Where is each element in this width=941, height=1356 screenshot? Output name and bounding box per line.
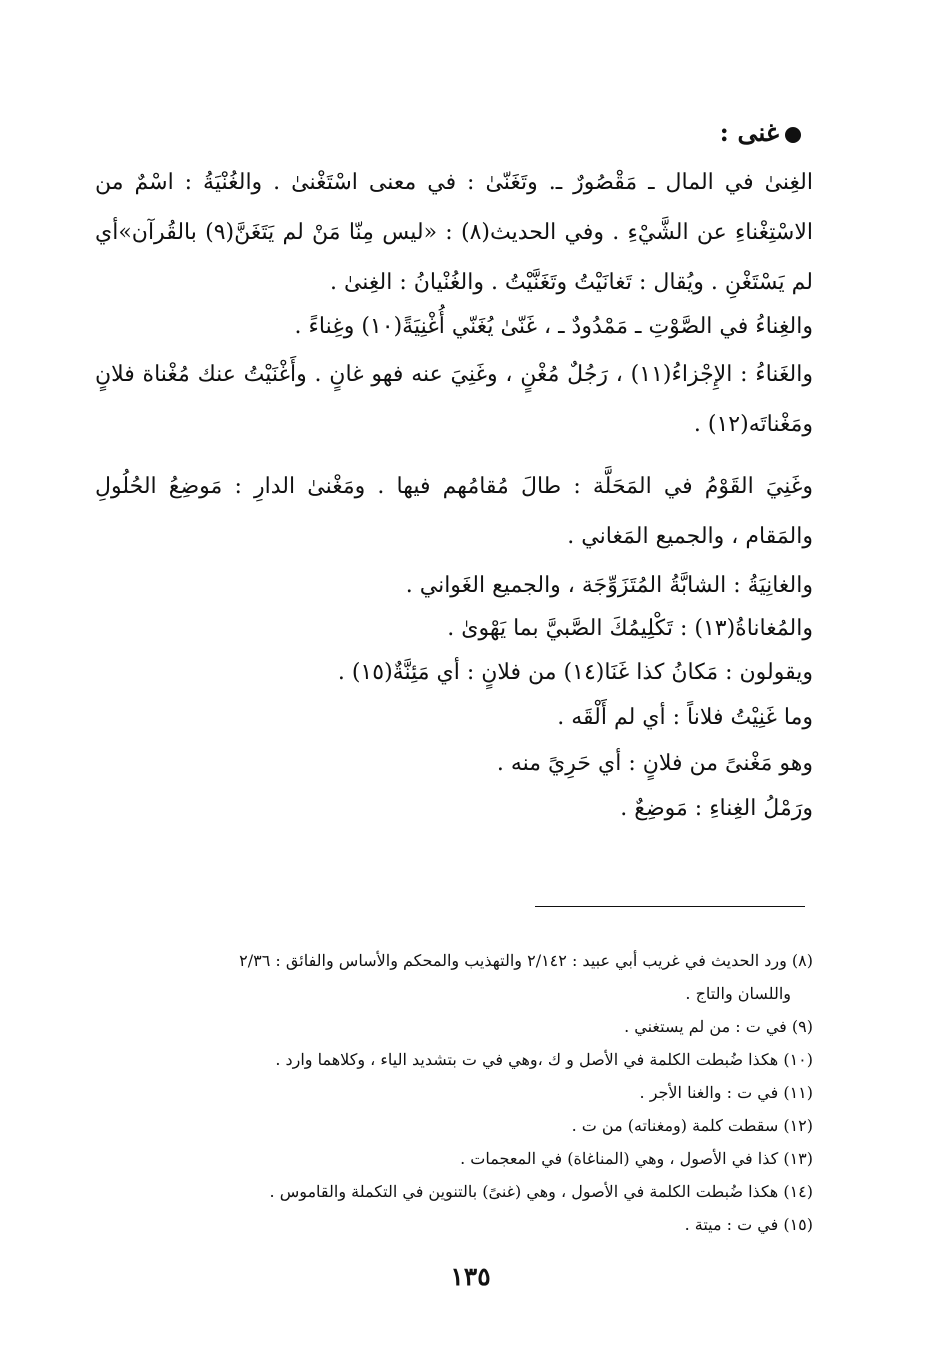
line-makan: ويقولون : مَكانُ كذا غَنَا(١٤) من فلانٍ : أي مَئِنَّةٌ(١٥) .	[337, 660, 813, 685]
entry-heading-text: غنى :	[719, 118, 779, 147]
footnote-10: (١٠) هكذا ضُبطت الكلمة في الأصل و ك ،وهي في ت بتشديد الياء ، وكلاهما وارد .	[275, 1050, 813, 1069]
footnote-12: (١٢) سقطت كلمة (ومغناته) من ت .	[571, 1116, 813, 1135]
paragraph-2a: والغِناءُ في الصَّوْتِ ـ مَمْدُودٌ ـ ، غَنّىٰ يُغَنّي أُغْنِيَةً(١٠) وغِناءً .	[294, 314, 813, 339]
footnote-8: (٨) ورد الحديث في غريب أبي عبيد : ٢/١٤٢ والتهذيب والمحكم والأساس والفائق : ٢/٣٦	[239, 951, 813, 970]
page-number: ١٣٥	[450, 1262, 491, 1291]
paragraph-2b: والغَناءُ : الإِجْزاءُ(١١) ، رَجُلٌ مُغْنٍ ، وغَنِيَ عنه فهو غانٍ . وأَغْنَيْتُ عنك مُغْناة فلانٍ ومَغْناتَه(١٢) .	[95, 362, 814, 437]
footnote-rule	[535, 906, 805, 907]
paragraph-3: وغَنِيَ القَوْمُ في المَحَلَّة : طالَ مُقامُهم فيها . ومَغْنىٰ الدارِ : مَوضِعُ الحُلُولِ والمَقام ، والجميع المَغاني .	[95, 474, 813, 549]
footnote-14: (١٤) هكذا ضُبطت الكلمة في الأصول ، وهي (غنىً) بالتنوين في التكملة والقاموس .	[269, 1182, 813, 1201]
line-ma-ghanit: وما غَنِيْتُ فلاناً : أي لم أَلْقَه .	[557, 705, 813, 730]
bullet-icon	[785, 127, 801, 143]
line-ghaniya: والغانِيَةُ : الشابَّةُ المُتَزَوِّجَة ، والجميع الغَواني .	[405, 573, 813, 598]
line-mughanat: والمُغاناةُ(١٣) : تَكْلِيمُكَ الصَّبيَّ بما يَهْوىٰ .	[447, 616, 813, 641]
footnote-15: (١٥) في ت : ميتة .	[684, 1215, 813, 1234]
footnote-13: (١٣) كذا في الأصول ، وهي (المناغاة) في المعجمات .	[460, 1149, 813, 1168]
footnote-8-continued: واللسان والتاج .	[685, 984, 791, 1003]
footnote-9: (٩) في ت : من لم يستغني .	[624, 1017, 813, 1036]
line-raml: ورَمْلُ الغِناءِ : مَوضِعٌ .	[620, 796, 813, 821]
footnote-11: (١١) في ت : والغنا الأجر .	[639, 1083, 813, 1102]
line-mughnan: وهو مَغْنىً من فلانٍ : أي حَرِيً منه .	[496, 751, 813, 776]
footnotes	[80, 944, 813, 1241]
entry-heading	[720, 118, 801, 147]
paragraph-1: الغِنىٰ في المال ـ مَقْصُورٌ ـ. وتَغَنّىٰ : في معنى اسْتَغْنىٰ . والغُنْيَةُ : اسْمٌ من الاسْتِغْناءِ عن الشَّيْءِ . وفي الحديث(٨) : «ليس مِنّا مَنْ لم يَتَغَنَّ(٩) بالقُرآن»أي لم يَسْتَغْنِ . ويُقال : تَغانَيْتُ وتَغَنَّيْتُ . والغُنْيانُ : الغِنىٰ .	[95, 170, 813, 295]
